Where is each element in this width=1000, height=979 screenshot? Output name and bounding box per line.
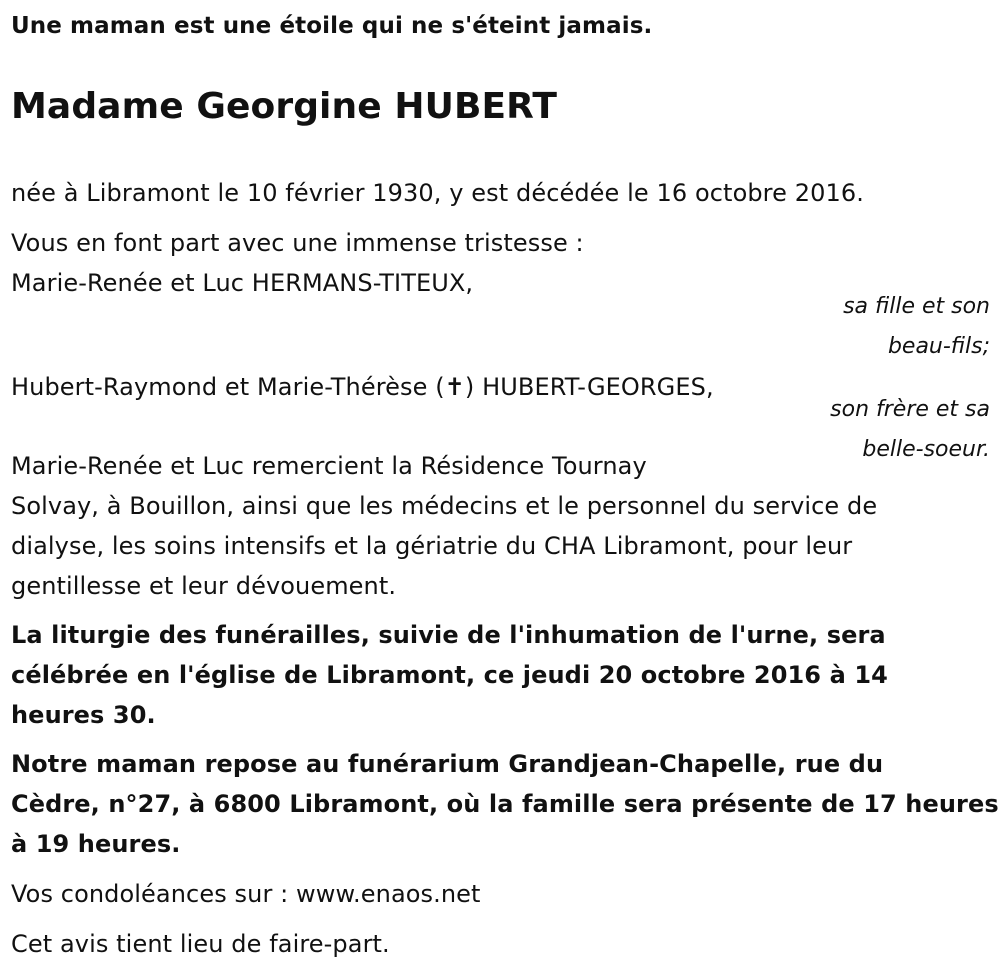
family-member-2-name-part1: Hubert-Raymond et Marie-Thérèse ( — [11, 373, 445, 401]
funerarium-line-1: Notre maman repose au funérarium Grandjean-Chapelle, rue du — [11, 750, 884, 778]
funerarium-line-3: à 19 heures. — [11, 830, 181, 858]
condolences-line: Vos condoléances sur : www.enaos.net — [11, 880, 481, 908]
thanks-line-4: gentillesse et leur dévouement. — [11, 572, 397, 600]
thanks-line-3: dialyse, les soins intensifs et la gériatrie du CHA Libramont, pour leur — [11, 532, 853, 560]
thanks-line-2: Solvay, à Bouillon, ainsi que les médecins et le personnel du service de — [11, 492, 878, 520]
closing-line: Cet avis tient lieu de faire-part. — [11, 930, 390, 958]
epigraph: Une maman est une étoile qui ne s'éteint jamais. — [11, 13, 653, 39]
family-member-1-relation-line1: sa fille et son — [843, 294, 990, 319]
announcement-intro: Vous en font part avec une immense tristesse : — [11, 229, 584, 257]
birth-death-line: née à Libramont le 10 février 1930, y est décédée le 16 octobre 2016. — [11, 179, 864, 207]
funerarium-line-2: Cèdre, n°27, à 6800 Libramont, où la famille sera présente de 17 heures — [11, 790, 999, 818]
family-member-2-name — [11, 367, 714, 407]
deceased-name: Madame Georgine HUBERT — [11, 86, 558, 127]
family-member-1-relation-line2: beau-fils; — [887, 334, 990, 359]
family-member-2-relation-line2: belle-soeur. — [862, 437, 990, 462]
liturgy-line-1: La liturgie des funérailles, suivie de l'inhumation de l'urne, sera — [11, 621, 886, 649]
liturgy-line-2: célébrée en l'église de Libramont, ce jeudi 20 octobre 2016 à 14 — [11, 661, 888, 689]
family-member-1-name: Marie-Renée et Luc HERMANS-TITEUX, — [11, 269, 474, 297]
thanks-line-1: Marie-Renée et Luc remercient la Résidence Tournay — [11, 452, 647, 480]
family-member-2-relation-line1: son frère et sa — [830, 397, 990, 422]
liturgy-line-3: heures 30. — [11, 701, 156, 729]
family-member-2-name-part2: ) HUBERT-GEORGES, — [464, 373, 714, 401]
cross-icon: ✝ — [444, 373, 465, 401]
